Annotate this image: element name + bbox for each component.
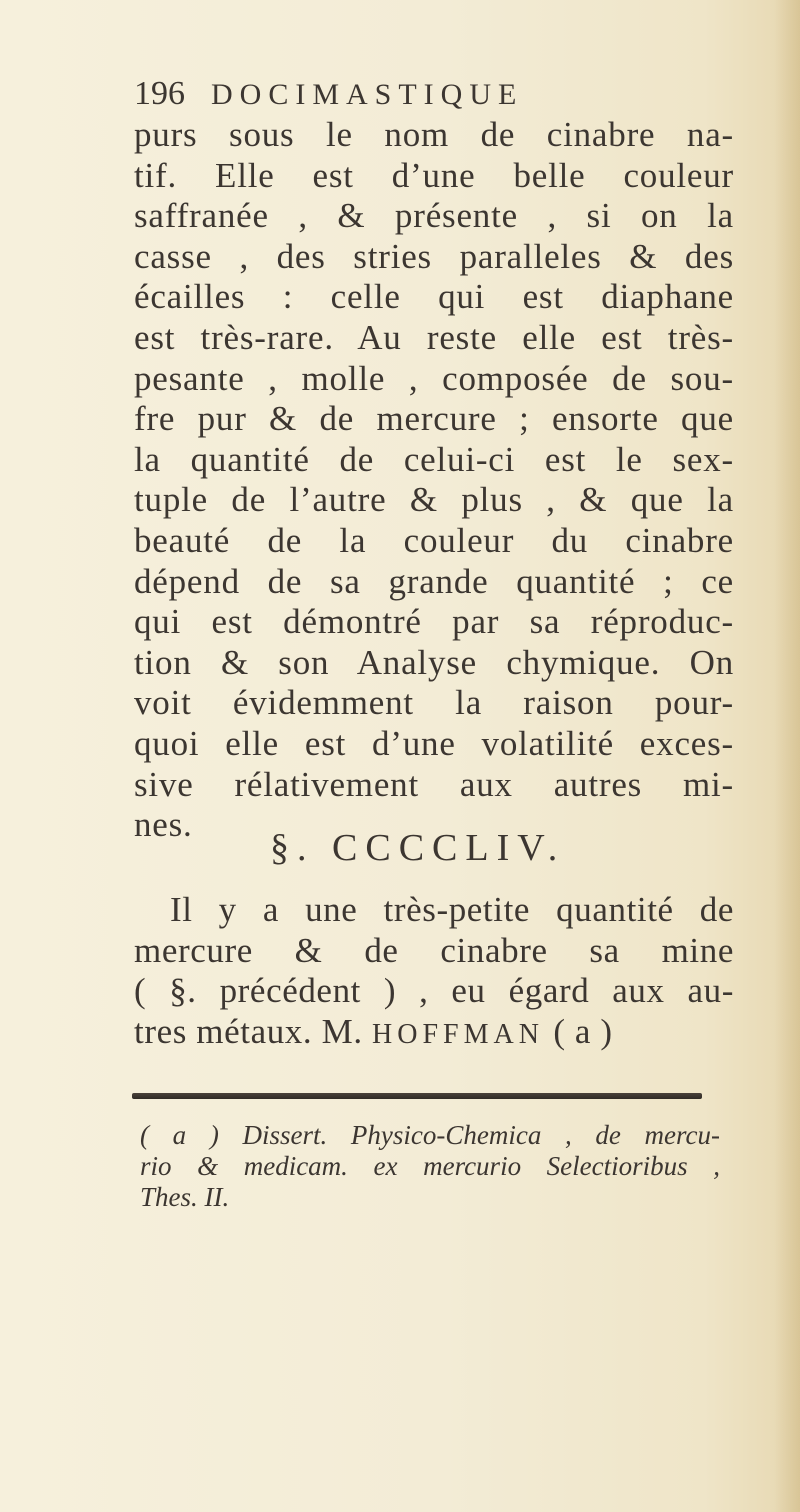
section-heading: §. CCCCLIV. [270,827,566,869]
text-line: quoi elle est d’une volatilité exces- [134,723,734,763]
text-line: Il y a une très-petite quantité de [170,890,734,929]
text-line: la quantité de celui-ci est le sex- [134,439,734,479]
text-line: voit évidemment la raison pour- [134,683,734,723]
text-line: nes. [134,805,193,845]
text-line: sive rélativement aux autres mi- [134,764,734,804]
text-line: est très-rare. Au reste elle est très- [134,317,734,357]
footnote-line: rio & medicam. ex mercurio Selectioribus , [140,1151,720,1181]
text-line: tuple de l’autre & plus , & que la [134,480,734,520]
text-line: pesante , molle , composée de sou- [134,358,734,398]
text-line: casse , des stries paralleles & des [134,236,734,276]
running-title: DOCIMASTIQUE [211,78,524,111]
footnote-line: ( a ) Dissert. Physico-Chemica , de mercu- [140,1120,720,1150]
footnote-rule [132,1093,702,1099]
text-line [134,1012,734,1053]
footnote-reference: ( a ) [553,1011,613,1051]
text-line: mercure & de cinabre sa mine [134,930,734,970]
text-line: saffranée , & présente , si on la [134,196,734,236]
text-line-start: tres métaux. M. [134,1011,373,1051]
text-line: qui est démontré par sa réproduc- [134,602,734,642]
text-line: dépend de sa grande quantité ; ce [134,561,734,601]
running-head [134,70,654,118]
author-name: HOFFMAN [372,1018,544,1050]
footnote [140,1120,720,1213]
text-line: beauté de la couleur du cinabre [134,520,734,560]
page-number: 196 [134,75,185,112]
text-line: tif. Elle est d’une belle couleur [134,155,734,195]
text-line: écailles : celle qui est diaphane [134,277,734,317]
text-line: purs sous le nom de cinabre na- [134,115,734,154]
text-line: ( §. précédent ) , eu égard aux au- [134,971,734,1011]
text-line: tion & son Analyse chymique. On [134,642,734,682]
paragraph-1 [134,115,734,846]
footnote-line: Thes. II. [140,1182,230,1212]
page-edge-shadow [774,0,800,1512]
paragraph-2 [134,890,734,1052]
text-line: fre pur & de mercure ; ensorte que [134,399,734,439]
